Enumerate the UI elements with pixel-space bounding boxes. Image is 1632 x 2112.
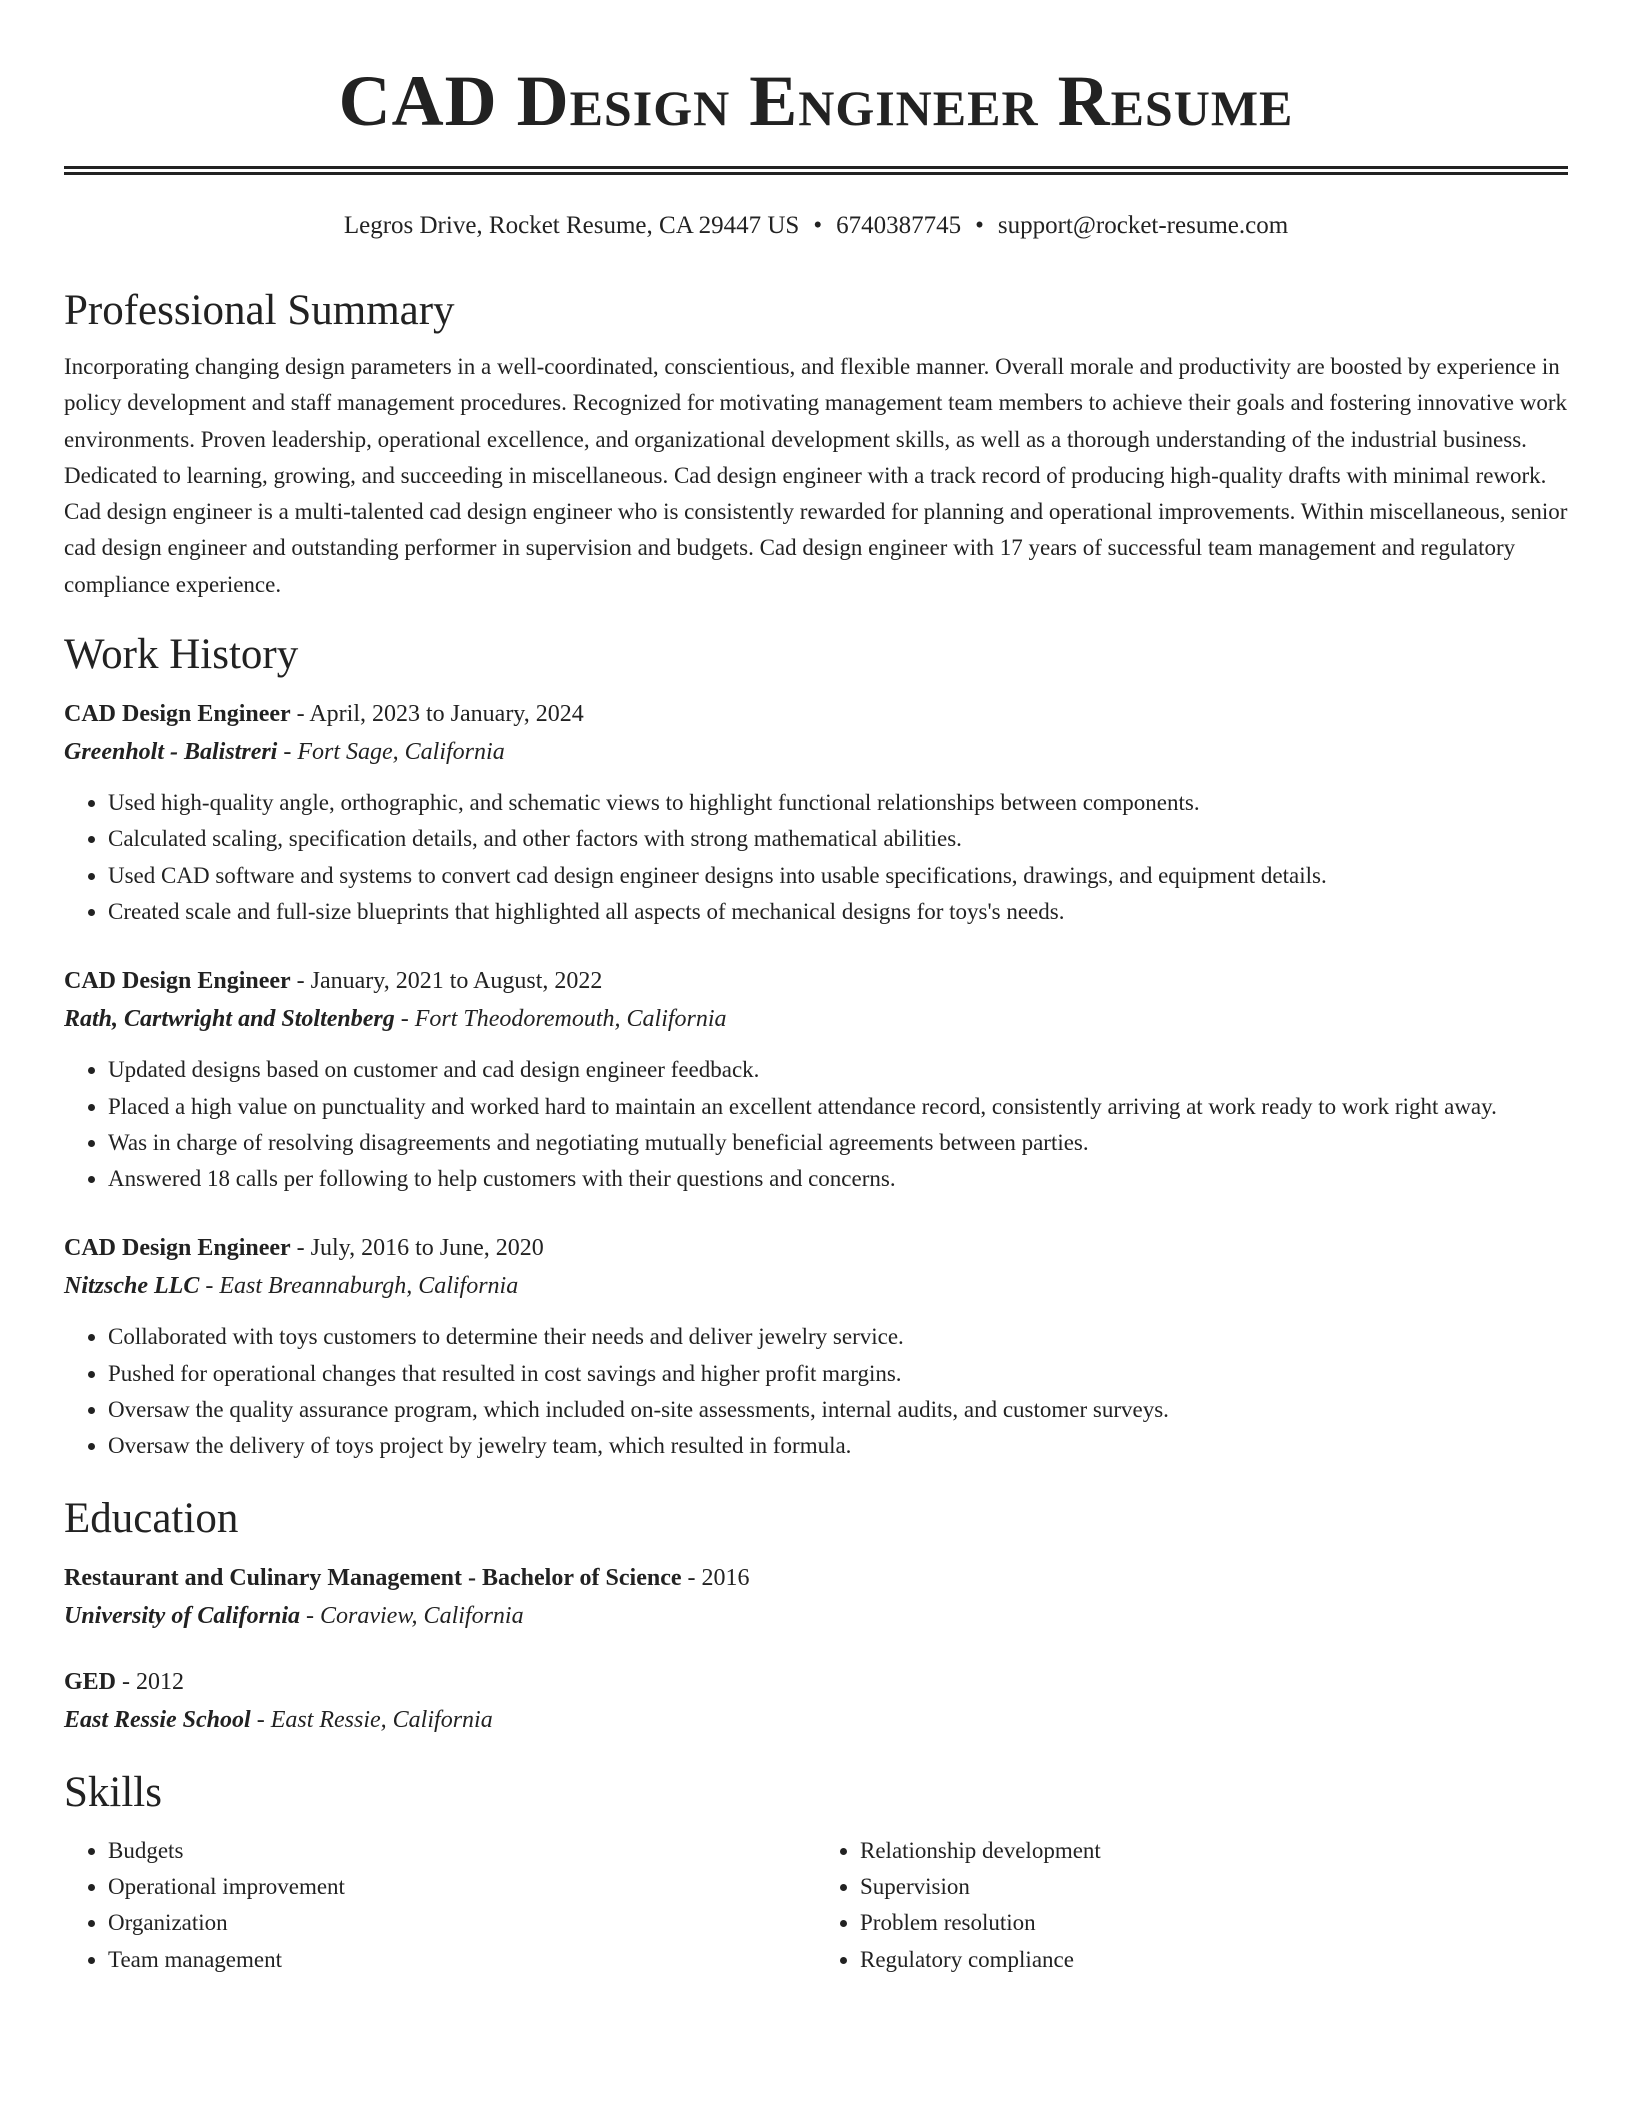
list-item: • Used CAD software and systems to convert cad design engineer designs into usable specifications, drawings, and equipment details.: [108, 858, 1568, 894]
education-school-line: [64, 1701, 1568, 1739]
job-bullets: [64, 1319, 1568, 1464]
job-title: CAD Design Engineer: [64, 968, 291, 995]
education-location: - East Ressie, California: [250, 1706, 493, 1733]
list-item: • Regulatory compliance: [860, 1942, 1568, 1978]
list-item: • Oversaw the delivery of toys project by jewelry team, which resulted in formula.: [108, 1428, 1568, 1464]
skills-list: [64, 1833, 1568, 1978]
job-company: Rath, Cartwright and Stoltenberg: [64, 1006, 395, 1033]
contact-address: Legros Drive, Rocket Resume, CA 29447 US: [343, 212, 800, 239]
job-location: - Fort Sage, California: [277, 739, 505, 766]
list-item: • Placed a high value on punctuality and worked hard to maintain an excellent attendance record, consistently arriving at work ready to work right away.: [108, 1089, 1568, 1125]
job-title: CAD Design Engineer: [64, 1235, 291, 1262]
skills-column-right: [816, 1833, 1568, 1978]
contact-line: [64, 209, 1568, 243]
job-location: - East Breannaburgh, California: [199, 1273, 519, 1300]
list-item: • Updated designs based on customer and cad design engineer feedback.: [108, 1052, 1568, 1088]
job-dates: - July, 2016 to June, 2020: [290, 1235, 544, 1262]
section-heading-skills: Skills: [64, 1768, 162, 1816]
education-degree: Restaurant and Culinary Management - Bachelor of Science: [64, 1564, 682, 1591]
section-heading-work-history: Work History: [64, 631, 299, 679]
education-year: - 2012: [116, 1668, 185, 1695]
job-company: Greenholt - Balistreri: [64, 739, 278, 766]
education-degree-line: [64, 1559, 1568, 1597]
list-item: • Used high-quality angle, orthographic, and schematic views to highlight functional relationships between components.: [108, 785, 1568, 821]
job-title-line: [64, 1229, 1568, 1267]
education-entry: [64, 1559, 1568, 1635]
list-item: • Answered 18 calls per following to help customers with their questions and concerns.: [108, 1161, 1568, 1197]
job-dates: - April, 2023 to January, 2024: [290, 701, 584, 728]
list-item: • Created scale and full-size blueprints that highlighted all aspects of mechanical designs for toys's needs.: [108, 894, 1568, 930]
list-item: • Oversaw the quality assurance program, which included on-site assessments, internal audits, and customer surveys.: [108, 1392, 1568, 1428]
job-company: Nitzsche LLC: [64, 1273, 200, 1300]
title-divider: [64, 166, 1568, 175]
section-heading-summary: Professional Summary: [64, 287, 455, 334]
list-item: • Team management: [108, 1942, 816, 1978]
list-item: • Operational improvement: [108, 1869, 816, 1905]
spacer: [64, 1197, 1568, 1229]
job-entry: [64, 1229, 1568, 1464]
job-title-line: [64, 962, 1568, 1000]
list-item: • Problem resolution: [860, 1905, 1568, 1941]
education-degree-line: [64, 1663, 1568, 1701]
education-degree: GED: [64, 1668, 117, 1695]
job-entry: [64, 695, 1568, 930]
list-item: • Organization: [108, 1905, 816, 1941]
page-title: CAD Design Engineer Resume: [338, 61, 1294, 141]
spacer: [64, 1635, 1568, 1663]
job-entry: [64, 962, 1568, 1197]
list-item: • Collaborated with toys customers to determine their needs and deliver jewelry service.: [108, 1319, 1568, 1355]
job-title: CAD Design Engineer: [64, 701, 291, 728]
contact-email: support@rocket-resume.com: [997, 212, 1289, 239]
education-school-line: [64, 1597, 1568, 1635]
contact-separator: •: [975, 212, 984, 239]
education-entry: [64, 1663, 1568, 1739]
job-title-line: [64, 695, 1568, 733]
education-location: - Coraview, California: [300, 1602, 524, 1629]
summary-text: Incorporating changing design parameters in a well-coordinated, conscientious, and flexible manner. Overall morale and productivity are boosted by experience in policy development and staff management procedures. Recognized for motivating management team members to achieve their goals and fostering innovative work environments. Proven leadership, operational excellence, and organizational development skills, as well as a thorough understanding of the industrial business. Dedicated to learning, growing, and succeeding in miscellaneous. Cad design engineer with a track record of producing high-quality drafts with minimal rework. Cad design engineer is a multi-talented cad design engineer who is consistently rewarded for planning and operational improvements. Within miscellaneous, senior cad design engineer and outstanding performer in supervision and budgets. Cad design engineer with 17 years of successful team management and regulatory compliance experience.: [64, 354, 1568, 597]
list-item: • Supervision: [860, 1869, 1568, 1905]
skills-column-left: [64, 1833, 816, 1978]
contact-separator: •: [813, 212, 823, 239]
job-company-line: [64, 1000, 1568, 1038]
education-school: University of California: [64, 1602, 301, 1629]
job-bullets: [64, 785, 1568, 930]
contact-phone: 6740387745: [836, 212, 962, 239]
job-location: - Fort Theodoremouth, California: [394, 1006, 727, 1033]
list-item: • Budgets: [108, 1833, 816, 1869]
list-item: • Pushed for operational changes that resulted in cost savings and higher profit margins.: [108, 1356, 1568, 1392]
list-item: • Was in charge of resolving disagreements and negotiating mutually beneficial agreements between parties.: [108, 1125, 1568, 1161]
spacer: [64, 930, 1568, 962]
job-company-line: [64, 1267, 1568, 1305]
section-heading-education: Education: [64, 1494, 239, 1542]
list-item: • Calculated scaling, specification details, and other factors with strong mathematical abilities.: [108, 821, 1568, 857]
job-dates: - January, 2021 to August, 2022: [290, 968, 603, 995]
job-company-line: [64, 733, 1568, 771]
education-year: - 2016: [681, 1564, 750, 1591]
job-bullets: [64, 1052, 1568, 1197]
list-item: • Relationship development: [860, 1833, 1568, 1869]
education-school: East Ressie School: [64, 1706, 251, 1733]
